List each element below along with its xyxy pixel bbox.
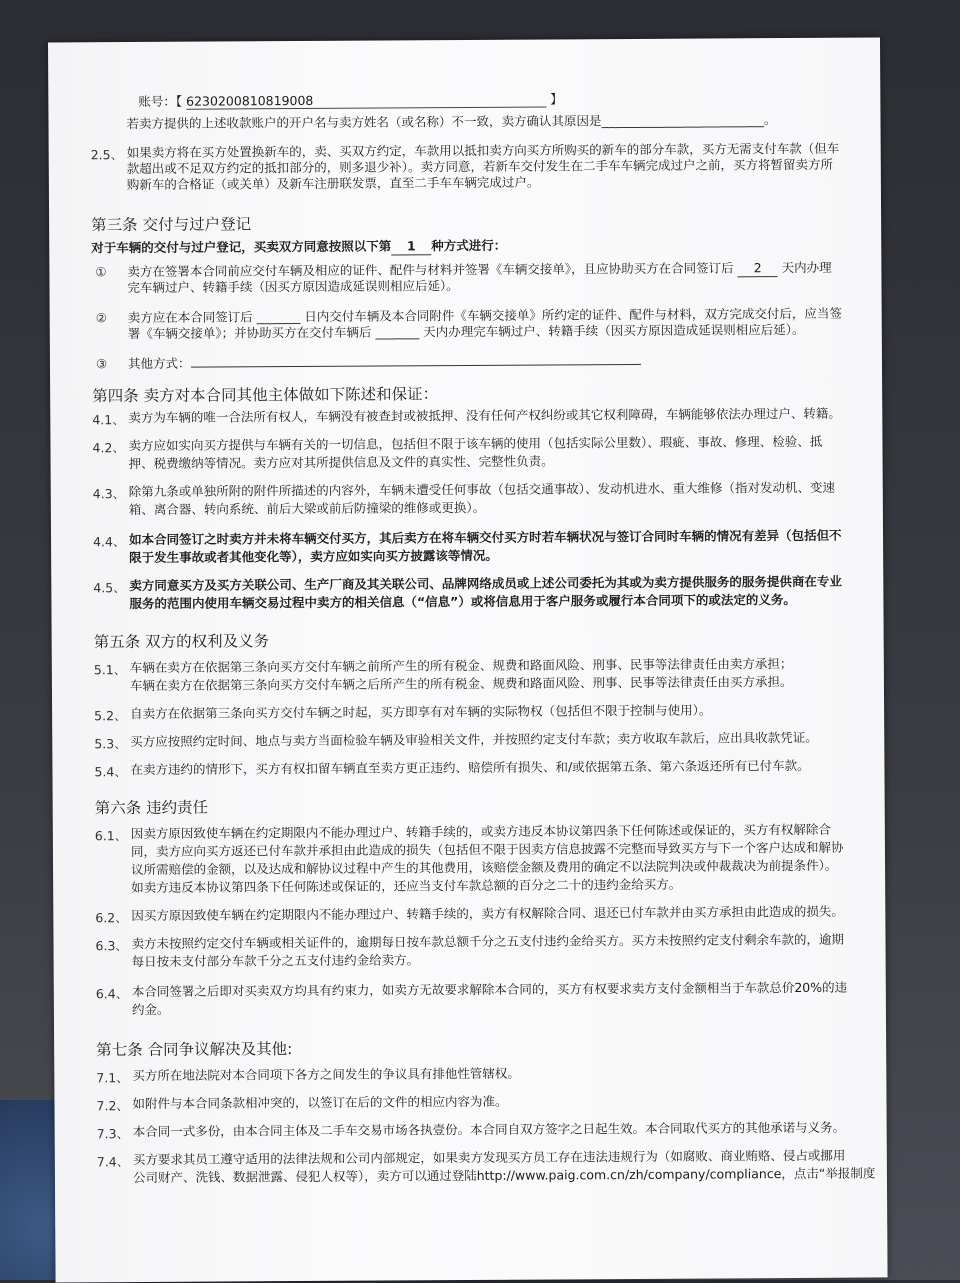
option-number: 1 xyxy=(391,238,431,255)
text-line: 如本合同签订之时卖方并未将车辆交付买方，其后卖方在将车辆交付买方时若车辆状况与签订合同时车辆的情况有差异（包括但不 xyxy=(128,527,842,548)
text-line: 自卖方在依据第三条向买方交付车辆之时起，买方即享有对车辆的实际物权（包括但不限于控制与使用）。 xyxy=(130,702,712,722)
text-line: 公司财产、洗钱、数据泄露、侵犯人权等），卖方可以通过登陆http://www.paig.com.cn/zh/company/compliance，点击“举报制度 xyxy=(132,1165,876,1186)
clause-number: 6.4、 xyxy=(95,986,129,1002)
clause-number: 4.3、 xyxy=(92,486,126,502)
section-heading: 第六条 违约责任 xyxy=(94,798,209,818)
account-close: 】 xyxy=(550,91,563,107)
clause-number: 6.3、 xyxy=(95,938,128,954)
text-line: 本合同签署之后即对买卖双方均具有约束力，如卖方无故要求解除本合同的，买方有权要求卖方支付金额相当于车款总价20%的违 xyxy=(131,979,848,1000)
clause-number: 5.4、 xyxy=(94,764,127,780)
option-text: 卖方应在本合同签订后 _______ 日内交付车辆及本合同附件《车辆交接单》所约定的证件、配件与材料，双方完成交付后，应当签 xyxy=(127,305,842,326)
option-text: 完车辆过户、转籍手续（因买方原因造成延误则相应后延）。 xyxy=(127,278,459,296)
text-line: 因卖方原因致使车辆在约定期限内不能办理过户、转籍手续的，或卖方违反本协议第四条下任何陈述或保证的，买方有权解除合 xyxy=(130,821,831,842)
option-marker: ① xyxy=(95,264,107,280)
clause-number: 6.1、 xyxy=(94,828,128,844)
text-line: 服务的范围内使用车辆交易过程中卖方的相关信息（“信息”）或将信息用于客户服务或履行本合同项下的或法定的义务。 xyxy=(129,591,796,612)
contract-page xyxy=(48,37,888,1282)
clause-number: 4.5、 xyxy=(93,580,126,596)
option-marker: ② xyxy=(95,310,107,326)
text-line: 款超出或不足双方约定的抵扣部分的，则多退少补）。卖方同意，若新车交付发生在二手车车辆完成过户之前，买方将暂留卖方所 xyxy=(126,156,834,177)
clause-number: 5.1、 xyxy=(93,662,127,678)
clause-number: 4.4、 xyxy=(93,534,126,550)
text-line: 如卖方违反本协议第四条下任何陈述或保证的，还应当支付车款总额的百分之二十的违约金给买方。 xyxy=(131,876,682,896)
text-line: 因买方原因致使车辆在约定期限内不能办理过户、转籍手续的，卖方有权解除合同、退还已付车款并由买方承担由此造成的损失。 xyxy=(131,903,844,924)
text-line: 卖方为车辆的唯一合法所有权人，车辆没有被查封或被抵押、没有任何产权纠纷或其它权利障碍，车辆能够依法办理过户、转籍。 xyxy=(128,405,841,426)
text-line: 车辆在卖方在依据第三条向买方交付车辆之前所产生的所有税金、规费和路面风险、刑事、民事等法律责任由卖方承担； xyxy=(129,656,793,676)
clause-number: 7.3、 xyxy=(96,1126,130,1142)
clause-number: 4.1、 xyxy=(92,412,125,428)
section-heading: 第五条 双方的权利及义务 xyxy=(93,632,270,652)
clause-number: 5.3、 xyxy=(94,736,127,752)
text-line: 如附件与本合同条款相冲突的，以签订在后的文件的相应内容为准。 xyxy=(132,1093,508,1112)
text-line: 买方所在地法院对本合同项下各方之间发生的争议具有排他性管辖权。 xyxy=(132,1065,520,1084)
account-label: 账号：【 xyxy=(138,93,183,109)
section-intro: 对于车辆的交付与过户登记，买卖双方同意按照以下第 1 种方式进行： xyxy=(91,237,507,256)
text-line: 箱、离合器、转向系统、前后大梁或前后防撞梁的维修或更换）。 xyxy=(128,499,486,518)
option-marker: ③ xyxy=(95,356,108,372)
text-line: 每日按未支付部分车款千分之五支付违约金给卖方。 xyxy=(131,952,420,970)
text-line: 卖方未按照约定交付车辆或相关证件的，逾期每日按车款总额千分之五支付违约金给买方。买方未按照约定支付剩余车款的，逾期 xyxy=(131,931,845,952)
text-line: 买方应按照约定时间、地点与卖方当面检验车辆及审验相关文件，并按照约定支付车款；卖方收取车款后，应出具收款凭证。 xyxy=(130,729,818,750)
text-line: 在卖方违约的情形下，买方有权扣留车辆直至卖方更正违约、赔偿所有损失、和/或依据第五条、第六条返还所有已付车款。 xyxy=(130,757,810,778)
text-line: 押、税费缴纳等情况。卖方应对其所提供信息及文件的真实性、完整性负责。 xyxy=(128,453,554,472)
option-text: 其他方式： xyxy=(128,353,641,372)
section-heading: 第四条 卖方对本合同其他主体做如下陈述和保证： xyxy=(92,385,439,406)
clause-number: 7.2、 xyxy=(96,1098,129,1114)
text-line: 卖方同意买方及买方关联公司、生产厂商及其关联公司、品牌网络成员或上述公司委托为其或为卖方提供服务的服务提供商在专业 xyxy=(129,573,842,594)
clause-number: 5.2、 xyxy=(94,708,127,724)
text-line: 买方要求其员工遵守适用的法律法规和公司内部规定，如果卖方发现买方员工存在违法违规行为（如腐败、商业贿赂、侵占或挪用 xyxy=(132,1147,846,1168)
text-line: 车辆在卖方在依据第三条向买方交付车辆之后所产生的所有税金、规费和路面风险、刑事、民事等法律责任由买方承担。 xyxy=(129,674,793,694)
clause-number: 7.1、 xyxy=(96,1070,129,1086)
days-value: 2 xyxy=(738,260,778,277)
section-heading: 第三条 交付与过户登记 xyxy=(91,215,252,235)
text-line: 约金。 xyxy=(131,1001,170,1018)
text-line: 卖方应如实向买方提供与车辆有关的一切信息，包括但不限于该车辆的使用（包括实际公里数）、瑕疵、事故、修理、检验、抵 xyxy=(128,433,823,454)
option-text: 卖方在签署本合同前应交付车辆及相应的证件、配件与材料并签署《车辆交接单》，且应协助买方在合同签订后 2 天内办理 xyxy=(127,259,832,280)
text-line: 购新车的合格证（或关单）及新车注册联发票，直至二手车车辆完成过户。 xyxy=(126,174,540,193)
clause-number: 4.2、 xyxy=(92,440,125,456)
text-line: 除第九条或单独所附的附件所描述的内容外，车辆未遭受任何事故（包括交通事故）、发动机进水、重大维修（指对发动机、变速 xyxy=(128,479,836,500)
text-line: 同，卖方应向买方返还已付车款并承担由此造成的损失（包括但不限于因卖方信息披露不完整而导致买方与下一个客户达成和解协 xyxy=(130,839,844,860)
text-line: 本合同一式多份，由本合同主体及二手车交易市场各执壹份。本合同自双方签字之日起生效。本合同取代买方的其他承诺与义务。 xyxy=(132,1119,846,1140)
section-heading: 第七条 合同争议解决及其他: xyxy=(96,1040,293,1060)
text-line: 限于发生事故或者其他变化等），卖方应如实向买方披露该等情况。 xyxy=(129,547,498,566)
clause-number: 2.5、 xyxy=(90,147,124,163)
account-value: 6230200810819008 xyxy=(186,92,314,109)
account-line xyxy=(138,89,562,110)
text-line: 议所需赔偿的金额，以及达成和解协议过程中产生的其他费用，该赔偿金额及费用的确定不以法院判决或仲裁裁决为前提条件）。 xyxy=(131,857,838,878)
option-text: 署《车辆交接单》；并协助买方在交付车辆后 _______ 天内办理完车辆过户、转籍手续（因买方原因造成延误则相应后延）。 xyxy=(127,321,805,342)
clause-number: 6.2、 xyxy=(95,910,128,926)
text-line: 若卖方提供的上述收款账户的开户名与卖方姓名（或名称）不一致，卖方确认其原因是__________________________。 xyxy=(126,112,777,132)
text-line: 如果卖方将在买方处置换新车的，卖、买双方约定，车款用以抵扣卖方向买方所购买的新车的部分车款，买方无需支付车款（但车 xyxy=(126,140,840,161)
clause-number: 7.4、 xyxy=(96,1154,130,1170)
